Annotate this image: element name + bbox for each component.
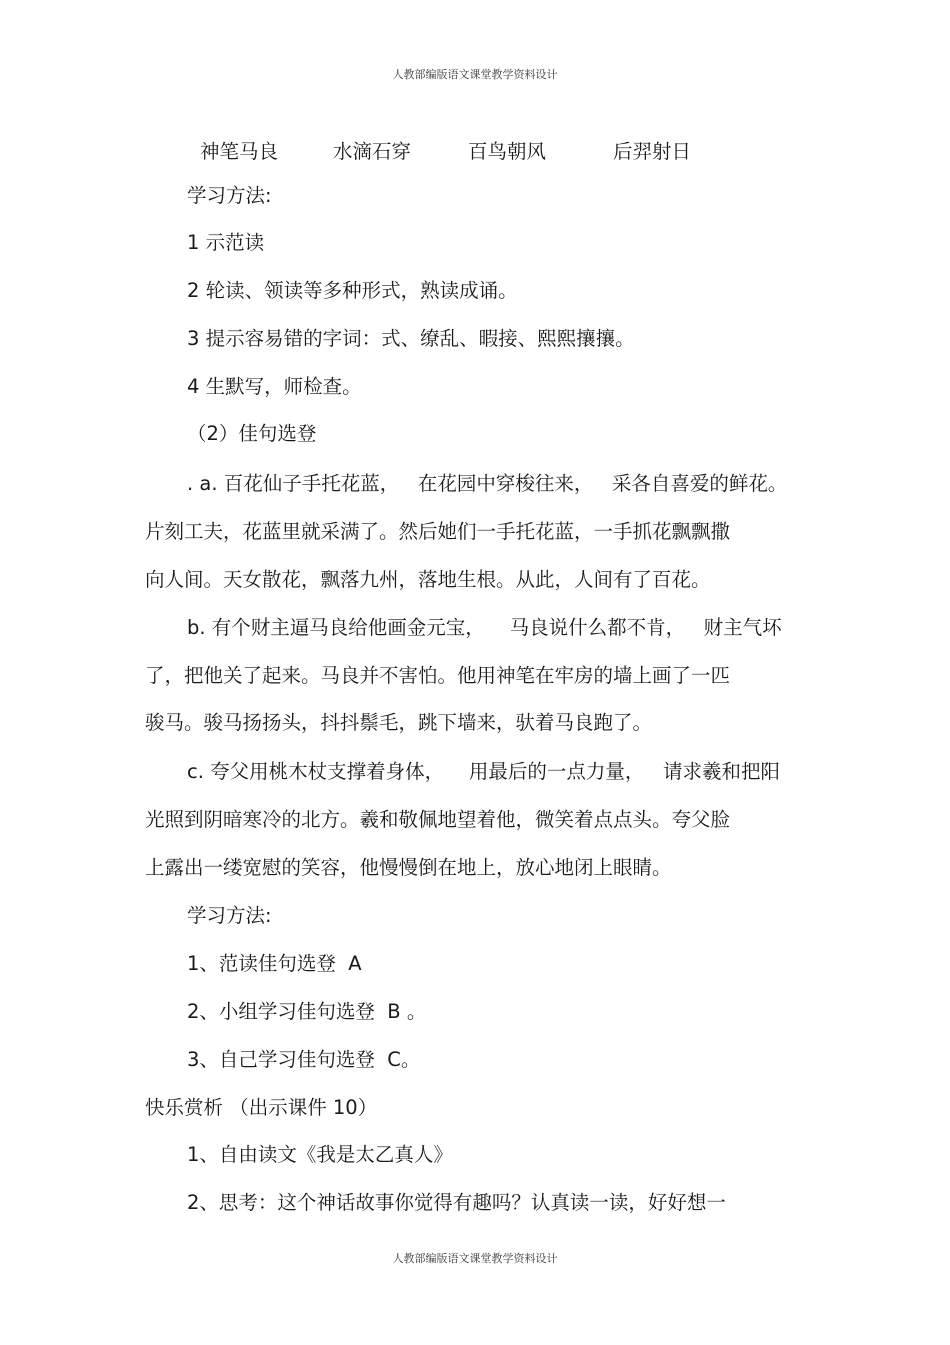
- story-title: 水滴石穿: [333, 140, 412, 163]
- section-label: 学习方法:: [187, 904, 272, 927]
- paragraph-line: c. 夸父用桃木杖支撑着身体， 用最后的一点力量， 请求羲和把阳: [187, 760, 781, 783]
- paragraph-line: 了，把他关了起来。马良并不害怕。他用神笔在牢房的墙上画了一匹: [145, 664, 731, 687]
- task-item: 1、自由读文《我是太乙真人》: [187, 1143, 453, 1166]
- paragraph-line: 片刻工夫，花蓝里就采满了。然后她们一手托花蓝，一手抓花飘飘撒: [145, 520, 731, 543]
- method-step: 1、范读佳句选登 A: [187, 952, 362, 975]
- method-step: 4 生默写，师检查。: [187, 375, 362, 398]
- method-step: 1 示范读: [187, 231, 265, 254]
- paragraph-line: 上露出一缕宽慰的笑容，他慢慢倒在地上，放心地闭上眼睛。: [145, 856, 672, 879]
- method-step: 2 轮读、领读等多种形式，熟读成诵。: [187, 279, 518, 302]
- task-item: 2、思考：这个神话故事你觉得有趣吗？认真读一读，好好想一: [187, 1191, 726, 1214]
- page-footer: 人教部编版语文课堂教学资料设计: [392, 1252, 558, 1265]
- method-step: 3 提示容易错的字词：式、缭乱、暇接、熙熙攘攘。: [187, 327, 635, 350]
- paragraph-line: 光照到阴暗寒冷的北方。羲和敬佩地望着他，微笑着点点头。夸父脸: [145, 808, 731, 831]
- paragraph-line: b. 有个财主逼马良给他画金元宝， 马良说什么都不肯， 财主气坏: [187, 616, 782, 639]
- paragraph-line: . a. 百花仙子手托花蓝， 在花园中穿梭往来， 采各自喜爱的鲜花。: [187, 472, 788, 495]
- section-heading: （2）佳句选登: [187, 422, 317, 445]
- page-header: 人教部编版语文课堂教学资料设计: [392, 68, 558, 81]
- section-label: 学习方法:: [187, 184, 272, 207]
- story-title: 百鸟朝风: [468, 140, 547, 163]
- story-title: 后羿射日: [613, 140, 692, 163]
- paragraph-line: 向人间。天女散花，飘落九州，落地生根。从此，人间有了百花。: [145, 568, 711, 591]
- story-title: 神笔马良: [200, 140, 279, 163]
- section-heading: 快乐赏析 （出示课件 10）: [145, 1096, 378, 1119]
- paragraph-line: 骏马。骏马扬扬头，抖抖鬃毛，跳下墙来，驮着马良跑了。: [145, 711, 653, 734]
- method-step: 3、自己学习佳句选登 C。: [187, 1048, 421, 1071]
- method-step: 2、小组学习佳句选登 B 。: [187, 1000, 427, 1023]
